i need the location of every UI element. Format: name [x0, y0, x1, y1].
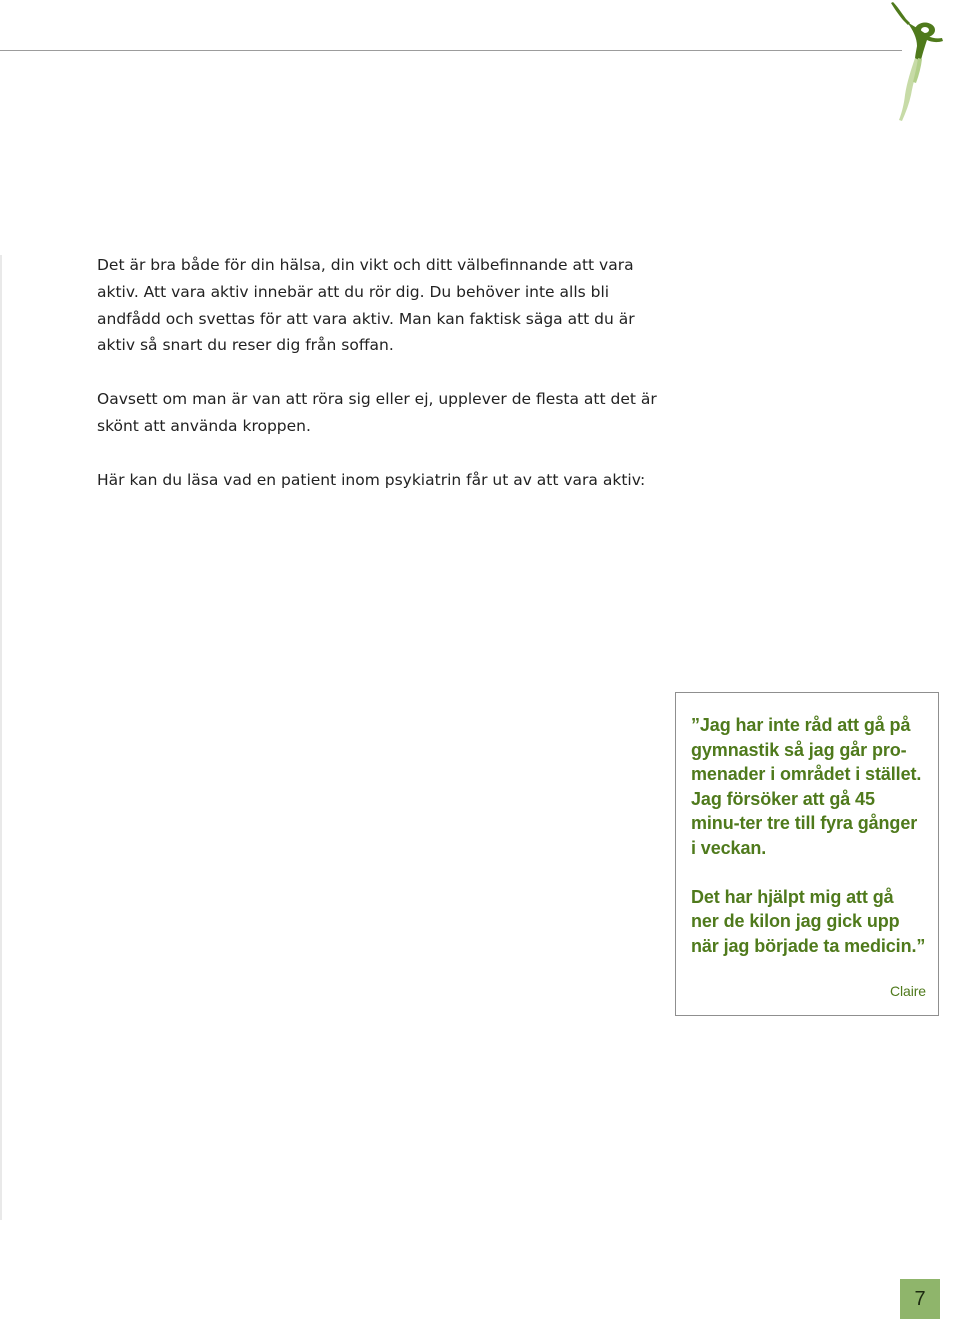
paragraph-1: Det är bra både för din hälsa, din vikt och ditt välbefinnande att vara aktiv. Att vara aktiv innebär att du rör dig. Du behöver inte alls bli andfådd och svettas för att vara aktiv. Man kan faktisk säga att du är aktiv så snart du reser dig från soffan.: [97, 256, 635, 355]
logo-leg-back: [899, 58, 919, 121]
paragraph-2: Oavsett om man är van att röra sig eller ej, upplever de flesta att det är skönt att använda kroppen.: [97, 390, 657, 435]
page-number-label: 7: [914, 1287, 926, 1310]
quote-gap: [691, 860, 926, 885]
quote-text-part-1: ”Jag har inte råd att gå på gymnastik så jag går pro-menader i området i stället. Jag försöker att gå 45 minu-ter tre till fyra gånger i veckan.: [691, 715, 922, 858]
page-number: [900, 1279, 940, 1319]
logo-arm: [891, 2, 910, 25]
left-margin-line: [0, 255, 2, 1220]
leaping-figure-logo-icon: [885, 0, 947, 122]
header-rule: [0, 50, 902, 51]
intro-text: [97, 252, 677, 521]
quote-text-part-2: Det har hjälpt mig att gå ner de kilon jag gick upp när jag började ta medicin.”: [691, 886, 926, 956]
quote-author: Claire: [890, 983, 926, 999]
quote-box: [675, 692, 939, 1016]
paragraph-3: Här kan du läsa vad en patient inom psykiatrin får ut av att vara aktiv:: [97, 470, 646, 489]
